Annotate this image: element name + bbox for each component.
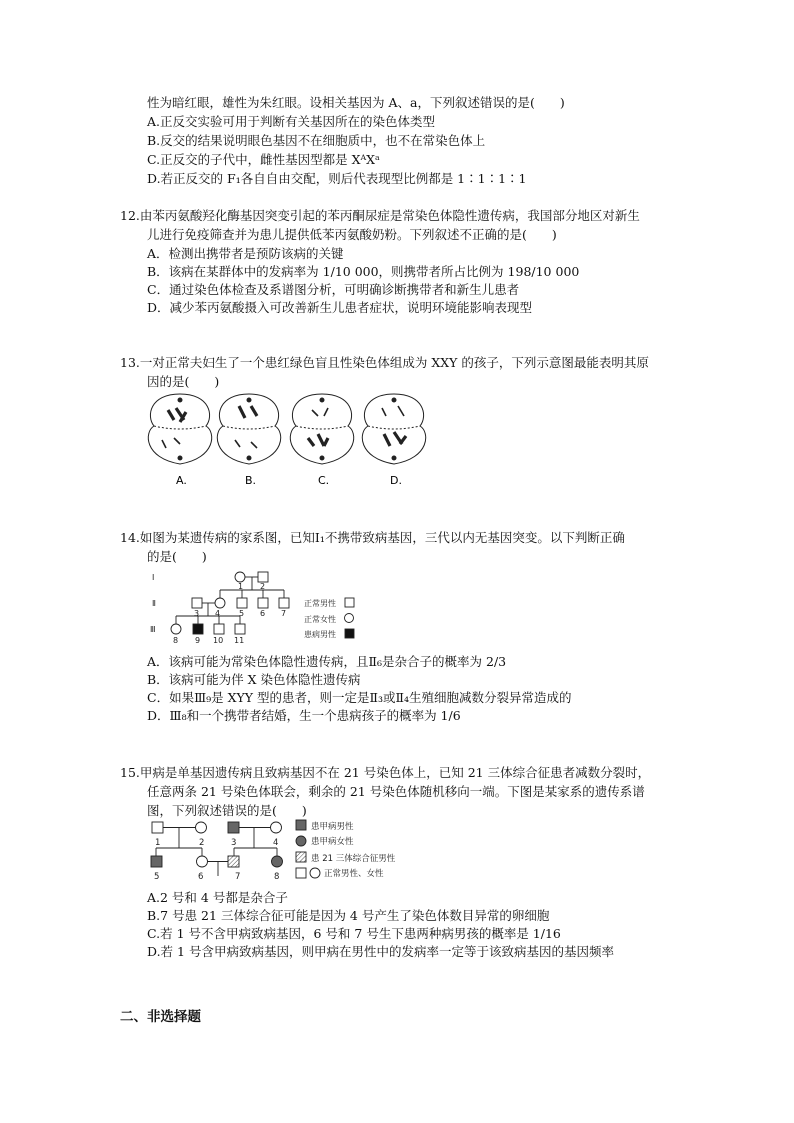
- pedigree-ii6-normal-male: [258, 598, 268, 608]
- id-label: 2: [260, 582, 266, 591]
- q12-option-d: D．减少苯丙氨酸摄入可改善新生儿患者症状，说明环境能影响表现型: [147, 300, 533, 315]
- q15-option-a: A.2 号和 4 号都是杂合子: [147, 890, 288, 905]
- id-label: 7: [235, 872, 241, 882]
- cell-label-c: C.: [318, 474, 330, 487]
- q15-p1-normal-male: [152, 822, 163, 833]
- legend-normal-male-female: 正常男性、女性: [324, 869, 384, 879]
- legend-down-syndrome-symbol: [296, 852, 306, 862]
- pedigree-i2-normal-male: [258, 572, 268, 582]
- q14-stem-line2: 的是( ): [147, 549, 207, 564]
- q15-stem-line2: 任意两条 21 号染色体联会，剩余的 21 号染色体随机移向一端。下图是某家系的遗传系谱: [147, 784, 645, 799]
- q15-p2-normal-female: [196, 822, 207, 833]
- legend-down-syndrome-male: 患 21 三体综合征男性: [311, 854, 396, 864]
- cell-diagram-a: [148, 394, 211, 464]
- q15-p5-affected-male: [151, 856, 162, 867]
- id-label: 4: [215, 609, 221, 618]
- legend-affected-female: 患甲病女性: [311, 837, 354, 847]
- q15-option-c: C.若 1 号不含甲病致病基因，6 号和 7 号生下患两种病男孩的概率是 1/16: [147, 926, 561, 941]
- q11-option-d: D.若正反交的 F₁各自自由交配，则后代表现型比例都是 1∶1∶1∶1: [147, 171, 527, 186]
- legend-normal-male-symbol: [345, 598, 354, 607]
- gen-label-iii: Ⅲ: [150, 625, 156, 634]
- id-label: 9: [195, 636, 201, 645]
- id-label: 3: [231, 838, 237, 848]
- id-label: 6: [198, 872, 204, 882]
- id-label: 1: [155, 838, 161, 848]
- q13-stem-line2: 因的是( ): [147, 374, 220, 389]
- cell-diagram-b: [217, 394, 280, 464]
- legend-normal-female: 正常女性: [304, 615, 336, 624]
- id-label: 5: [239, 609, 245, 618]
- legend-normal-male: 正常男性: [304, 599, 336, 608]
- id-label: 8: [274, 872, 280, 882]
- pedigree-ii3-normal-male: [192, 598, 202, 608]
- pedigree-ii5-normal-male: [237, 598, 247, 608]
- q11-option-b: B.反交的结果说明眼色基因不在细胞质中，也不在常染色体上: [147, 133, 486, 148]
- q14-option-d: D．Ⅲ₈和一个携带者结婚，生一个患病孩子的概率为 1/6: [147, 708, 461, 723]
- legend-normal-female-symbol: [345, 614, 354, 623]
- cell-label-a: A.: [176, 474, 187, 487]
- legend-normal-male-symbol: [296, 868, 306, 878]
- q15-stem-line1: 15.甲病是单基因遗传病且致病基因不在 21 号染色体上，已知 21 三体综合征患者减数分裂时，: [120, 765, 651, 780]
- q13-stem-line1: 13.一对正常夫妇生了一个患红绿色盲且性染色体组成为 XXY 的孩子，下列示意图最能表明其原: [120, 355, 649, 370]
- gen-label-ii: Ⅱ: [152, 599, 156, 608]
- q14-stem-line1: 14.如图为某遗传病的家系图，已知Ⅰ₁不携带致病基因，三代以内无基因突变。以下判断正确: [120, 530, 625, 545]
- id-label: 6: [260, 609, 266, 618]
- cell-diagram-d: [362, 394, 425, 464]
- id-label: 7: [281, 609, 287, 618]
- pedigree-i1-normal-female: [235, 572, 245, 582]
- q12-option-a: A．检测出携带者是预防该病的关键: [147, 246, 344, 261]
- pedigree-ii7-normal-male: [279, 598, 289, 608]
- pedigree-iii9-affected-male: [193, 624, 203, 634]
- q12-option-b: B．该病在某群体中的发病率为 1/10 000，则携带者所占比例为 198/10 000: [147, 264, 580, 279]
- id-label: 10: [213, 636, 224, 645]
- q15-p6-normal-female: [197, 856, 208, 867]
- q15-p7-down-syndrome-male: [228, 856, 239, 867]
- q15-p3-affected-male: [228, 822, 239, 833]
- q13-cell-diagrams: [140, 388, 430, 488]
- cell-label-d: D.: [390, 474, 402, 487]
- legend-affected-male-symbol: [345, 629, 354, 638]
- id-label: 8: [173, 636, 179, 645]
- q14-pedigree: [148, 566, 368, 646]
- q12-stem-line2: 儿进行免疫筛查并为患儿提供低苯丙氨酸奶粉。下列叙述不正确的是( ): [147, 227, 557, 242]
- pedigree-iii10-normal-male: [214, 624, 224, 634]
- q11-option-a: A.正反交实验可用于判断有关基因所在的染色体类型: [147, 114, 436, 129]
- cell-diagram-c: [290, 394, 353, 464]
- q11-option-c: C.正反交的子代中，雌性基因型都是 XᴬXᵃ: [147, 152, 380, 167]
- id-label: 1: [238, 582, 244, 591]
- section-heading: 二、非选择题: [120, 1009, 201, 1025]
- cell-label-b: B.: [245, 474, 257, 487]
- q12-stem-line1: 12.由苯丙氨酸羟化酶基因突变引起的苯丙酮尿症是常染色体隐性遗传病，我国部分地区对新生: [120, 208, 640, 223]
- q14-option-a: A．该病可能为常染色体隐性遗传病，且Ⅱ₆是杂合子的概率为 2/3: [147, 654, 507, 669]
- legend-normal-female-symbol: [310, 868, 320, 878]
- q15-stem-line3: 图，下列叙述错误的是( ): [147, 803, 307, 818]
- legend-affected-female-symbol: [296, 836, 306, 846]
- id-label: 4: [273, 838, 279, 848]
- id-label: 5: [154, 872, 160, 882]
- q15-p4-normal-female: [271, 822, 282, 833]
- id-label: 2: [199, 838, 205, 848]
- legend-affected-male-symbol: [296, 820, 306, 830]
- q15-option-b: B.7 号患 21 三体综合征可能是因为 4 号产生了染色体数目异常的卵细胞: [147, 908, 550, 923]
- pedigree-iii8-normal-female: [171, 624, 181, 634]
- q14-option-b: B．该病可能为伴 X 染色体隐性遗传病: [147, 672, 361, 687]
- q15-p8-affected-female: [272, 856, 283, 867]
- gen-label-i: Ⅰ: [152, 573, 155, 582]
- q15-pedigree: [148, 818, 428, 890]
- legend-affected-male: 患病男性: [304, 630, 336, 639]
- q12-option-c: C．通过染色体检查及系谱图分析，可明确诊断携带者和新生儿患者: [147, 282, 520, 297]
- legend-affected-male: 患甲病男性: [311, 822, 354, 832]
- q14-option-c: C．如果Ⅲ₉是 XYY 型的患者，则一定是Ⅱ₃或Ⅱ₄生殖细胞减数分裂异常造成的: [147, 690, 572, 705]
- pedigree-iii11-normal-male: [235, 624, 245, 634]
- id-label: 3: [194, 609, 200, 618]
- id-label: 11: [234, 636, 245, 645]
- q15-option-d: D.若 1 号含甲病致病基因，则甲病在男性中的发病率一定等于该致病基因的基因频率: [147, 944, 614, 959]
- q11-stem: 性为暗红眼，雄性为朱红眼。设相关基因为 A、a，下列叙述错误的是( ): [147, 95, 565, 110]
- pedigree-ii4-normal-female: [215, 598, 225, 608]
